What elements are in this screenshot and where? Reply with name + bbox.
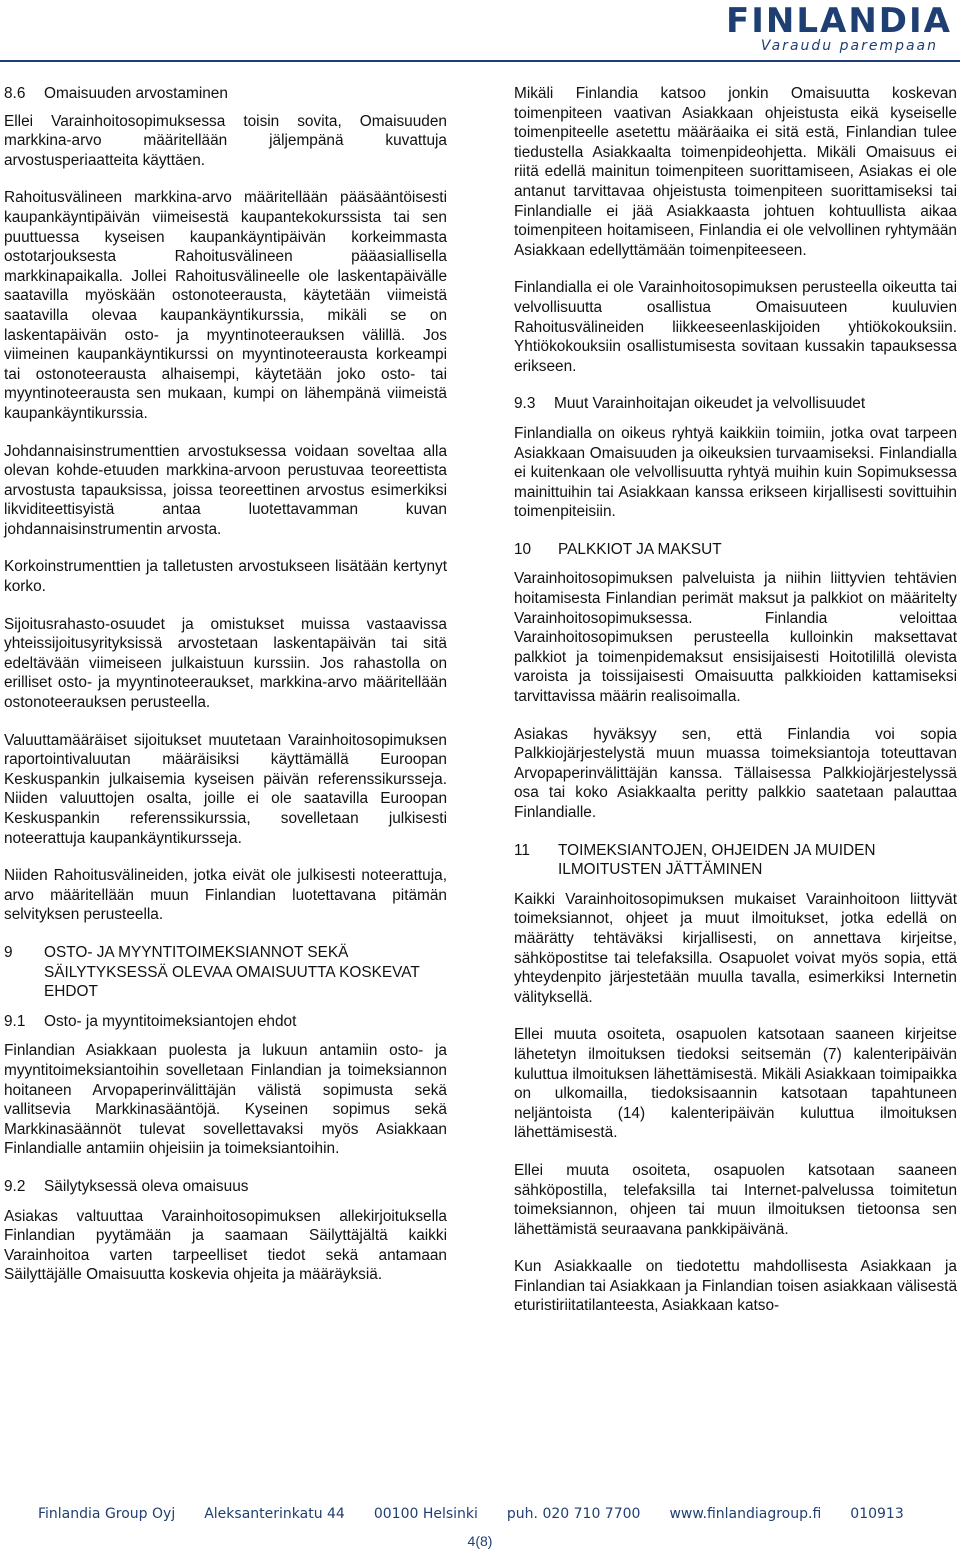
footer-phone: puh. 020 710 7700: [506, 1506, 641, 1522]
section-title: Muut Varainhoitajan oikeudet ja velvollisuudet: [554, 395, 866, 413]
paragraph: Mikäli Finlandia katsoo jonkin Omaisuutta koskevan toimenpiteen vaativan Asiakkaan ohjeistusta eikä kyseiselle toimenpiteelle asetettu määräaika ei sitä estä, Finlandian tulee tiedustella Asiakkaalta toimenpideohjetta. Mikäli Omaisuus ei riitä edellä mainitun toimenpiteen suorittamiseen, Asiakas ei ole antanut tarvittavaa ohjeistusta toimenpiteen suorittamiseksi tai Finlandialle ei jää Asiakkaasta johtuen kohtuullista aikaa toimenpiteen hoitamiseen, Finlandia ei ole velvollinen ryhtymään Asiakkaan edellyttämään toimenpiteeseen.: [514, 85, 957, 259]
section-title: Säilytyksessä oleva omaisuus: [44, 1177, 249, 1195]
page-number: 4(8): [467, 1533, 493, 1549]
section-heading-10: [514, 540, 957, 560]
section-number: 10: [514, 540, 532, 558]
section-heading-9-2: [4, 1177, 447, 1197]
section-title: OSTO- JA MYYNTITOIMEKSIANNOT SEKÄ SÄILYTYKSESSÄ OLEVAA OMAISUUTTA KOSKEVAT EHDOT: [44, 943, 420, 1001]
footer-web-link[interactable]: www.finlandiagroup.fi: [669, 1506, 822, 1522]
paragraph: Ellei muuta osoiteta, osapuolen katsotaan saaneen sähköpostilla, telefaksilla tai Internet-palvelussa toimitetun toimeksiannon, ohjeen tai muun ilmoituksen tietoonsa sen lähettämistä seuraavana pankkipäivänä.: [514, 1161, 957, 1238]
paragraph: Niiden Rahoitusvälineiden, jotka eivät ole julkisesti noteerattuja, arvo määritellään muun Finlandian luotettavana pitämän selvityksen perusteella.: [4, 867, 447, 924]
paragraph: Finlandialla on oikeus ryhtyä kaikkiin toimiin, jotka ovat tarpeen Asiakkaan Omaisuuden ja oikeuksien turvaamiseksi. Finlandialla ei kuitenkaan ole velvollisuutta ryhtyä muihin kuin Sopimuksessa mainittuihin tai Asiakkaan kanssa erikseen kirjallisesti sovittuihin toimenpiteisiin.: [514, 424, 957, 521]
section-heading-9: [4, 943, 447, 1002]
footer-street: Aleksanterinkatu 44: [204, 1506, 345, 1522]
section-heading-9-1: [4, 1012, 447, 1032]
section-number: 9.1: [4, 1012, 26, 1030]
paragraph: Valuuttamääräiset sijoitukset muutetaan Varainhoitosopimuksen raportointivaluutan määräisiksi käyttämällä Euroopan Keskuspankin julkaisemia kyseisen päivän referenssikursseja. Niiden valuuttojen osalta, joille ei ole saatavilla Euroopan Keskuspankin referenssikurssia, sovelletaan julkisesti noteerattuja kaupankäyntikursseja.: [4, 731, 447, 847]
section-heading-8-6: [4, 84, 447, 104]
page-footer: [38, 1506, 938, 1522]
paragraph: Korkoinstrumenttien ja talletusten arvostukseen lisätään kertynyt korko.: [4, 558, 447, 596]
right-column: [514, 84, 957, 1334]
finlandia-logo: [702, 1, 952, 54]
footer-code: 010913: [850, 1506, 904, 1522]
paragraph: Finlandian Asiakkaan puolesta ja lukuun antamiin osto- ja myyntitoimeksiantoihin sovelletaan Finlandian ja toimeksiannon hoitaneen Arvopaperinvälittäjän välistä sopimusta sekä vallitsevia Markkinasääntöjä. Kyseinen sopimus sekä Markkinasäännöt tulevat sovellettavaksi myös Asiakkaan Finlandialle antamiin ohjeisiin ja toimeksiantoihin.: [4, 1042, 447, 1158]
left-column: [4, 84, 447, 1303]
paragraph: Ellei Varainhoitosopimuksessa toisin sovita, Omaisuuden markkina-arvo määritellään jäljempänä kuvattuja arvostusperiaatteita käyttäen.: [4, 112, 447, 169]
paragraph: Kaikki Varainhoitosopimuksen mukaiset Varainhoitoon liittyvät toimeksiannot, ohjeet ja muut ilmoitukset, jotka edellä on määrätty tehtäväksi kirjallisesti, on annettava kirjeitse, sähköpostitse tai telefaksilla. Osapuolet voivat myös sopia, että yhteydenpito järjestetään muulla tavalla, esimerkiksi Internetin välityksellä.: [514, 890, 957, 1006]
paragraph: Finlandialla ei ole Varainhoitosopimuksen perusteella oikeutta tai velvollisuutta osallistua Omaisuuteen kuuluvien Rahoitusvälineiden liikkeeseenlaskijoiden yhtiökokouksiin. Yhtiökokouksiin osallistumisesta sovitaan kussakin tapauksessa erikseen.: [514, 279, 957, 375]
paragraph: Rahoitusvälineen markkina-arvo määritellään pääsääntöisesti kaupankäyntipäivän viimeisestä kaupantekokurssista tai sen puuttuessa kyseisen kaupankäyntipäivän korkeimmasta ostotarjouksesta Rahoitusvälineen pääasiallisella markkinapaikalla. Jollei Rahoitusvälineelle ole laskentapäivälle saatavilla myöskään ostonoteerausta, käytetään viimeistä saatavilla olevaa kaupankäyntikurssia, mikäli se on laskentapäivän osto- ja myyntinoteerauksen välillä. Jos viimeinen kaupankäyntikurssi on myyntinoteerausta korkeampi tai ostonoteerausta alhaisempi, käytetään joko osto- tai myyntinoteerausta sen mukaan, kumpi on lähempänä viimeistä kaupankäyntikurssia.: [4, 189, 447, 422]
section-number: 9.2: [4, 1177, 26, 1195]
section-title: PALKKIOT JA MAKSUT: [558, 540, 722, 558]
section-number: 11: [514, 841, 530, 859]
footer-company: Finlandia Group Oyj: [38, 1506, 176, 1522]
logo-tagline: Varaudu parempaan: [760, 38, 938, 54]
paragraph: Sijoitusrahasto-osuudet ja omistukset muissa vastaavissa yhteissijoitusyrityksissä arvostetaan laskentapäivän tai sitä edeltävään viimeiseen julkaistuun kurssiin. Jos rahastolla on erilliset osto- ja myyntinoteeraukset, markkina-arvo määritellään ostonoteerauksen perusteella.: [4, 615, 447, 712]
header-rule: [0, 60, 960, 62]
paragraph: Varainhoitosopimuksen palveluista ja niihin liittyvien tehtävien hoitamisesta Finlandian perimät maksut ja palkkiot on määritelty Varainhoitosopimuksessa. Finlandia veloittaa Varainhoitosopimuksen perusteella kulloinkin maksettavat palkkiot ja toimenpidemaksut ensisijaisesti Hoitotilillä olevista varoista ja toissijaisesti Omaisuutta palkkioiden kattamiseksi tarvittavissa määrin realisoimalla.: [514, 570, 957, 706]
logo-wordmark: FINLANDIA: [726, 1, 952, 41]
paragraph: Asiakas hyväksyy sen, että Finlandia voi sopia Palkkiojärjestelystä muun muassa toimeksiantoja toteuttavan Arvopaperinvälittäjän kanssa. Tällaisessa Palkkiojärjestelyssä osa tai koko Asiakkaalta peritty palkkio saatetaan palauttaa Finlandialle.: [514, 725, 957, 821]
paragraph: Ellei muuta osoiteta, osapuolen katsotaan saaneen kirjeitse lähetetyn ilmoituksen tiedoksi seitsemän (7) kalenteripäivän kuluttua ilmoituksen lähettämisestä. Mikäli Asiakkaan toimipaikka on ulkomailla, tiedoksisaannin katsotaan tapahtuneen neljäntoista (14) kalenteripäivän kuluttua ilmoituksen lähettämisestä.: [514, 1026, 957, 1142]
section-heading-9-3: [514, 394, 957, 414]
section-number: 9.3: [514, 395, 536, 413]
section-number: 8.6: [4, 85, 26, 102]
paragraph: Johdannaisinstrumenttien arvostuksessa voidaan soveltaa alla olevan kohde-etuuden markkina-arvoon perustuvaa teoreettista arvostusta tapauksissa, joissa teoreettinen arvostus esimerkiksi likviditeettisyistä antaa luotettavamman kuvan johdannaisinstrumentin arvosta.: [4, 442, 447, 538]
section-title: Omaisuuden arvostaminen: [44, 85, 228, 102]
section-number: 9: [4, 943, 13, 961]
section-heading-11: [514, 841, 957, 880]
section-title: Osto- ja myyntitoimeksiantojen ehdot: [44, 1012, 297, 1030]
paragraph: Kun Asiakkaalle on tiedotettu mahdollisesta Asiakkaan ja Finlandian tai Asiakkaan ja Finlandian toisen asiakkaan välisestä eturistiriitatilanteesta, Asiakkaan katso-: [514, 1258, 957, 1315]
paragraph: Asiakas valtuuttaa Varainhoitosopimuksen allekirjoituksella Finlandian pyytämään ja saamaan Säilyttäjältä kaikki Varainhoitoa varten tarpeelliset tiedot sekä antamaan Säilyttäjälle Omaisuutta koskevia ohjeita ja määräyksiä.: [4, 1207, 447, 1284]
footer-city: 00100 Helsinki: [373, 1506, 478, 1522]
section-title: TOIMEKSIANTOJEN, OHJEIDEN JA MUIDEN ILMOITUSTEN JÄTTÄMINEN: [558, 841, 876, 879]
